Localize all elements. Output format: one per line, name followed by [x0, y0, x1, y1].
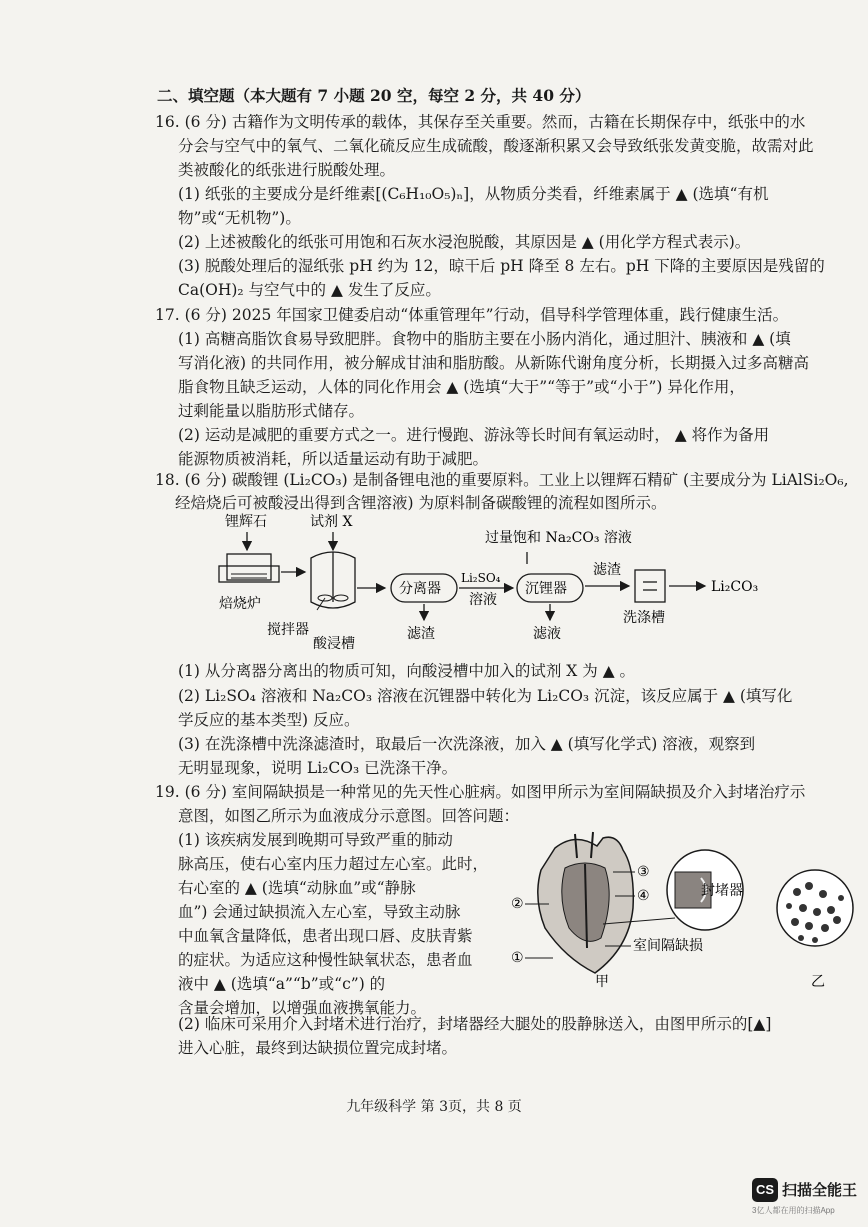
- page-footer: 九年级科学 第 3页，共 8 页: [346, 1099, 522, 1115]
- q18-line: 经焙烧后可被酸浸出得到含锂溶液) 为原料制备碳酸锂的流程如图所示。: [175, 494, 667, 512]
- reagent-label: 试剂 X: [310, 514, 353, 530]
- scanner-tagline: 3亿人都在用的扫描App: [752, 1206, 835, 1215]
- q16-line: 分会与空气中的氧气、二氧化硫反应生成硫酸，酸逐渐积累又会导致纸张发黄变脆，故需对此: [178, 137, 814, 155]
- section-heading: 二、填空题（本大题有 7 小题 20 空，每空 2 分，共 40 分）: [157, 86, 591, 105]
- q19-left-line: 的症状。为适应这种慢性缺氧状态，患者血: [178, 951, 473, 969]
- q16-line: (2) 上述被酸化的纸张可用饱和石灰水浸泡脱酸，其原因是 ▲ (用化学方程式表示)。: [178, 233, 751, 251]
- heart-blood-figure: [505, 828, 860, 998]
- furnace-icon: [219, 554, 279, 582]
- q18-subquestion: (1) 从分离器分离出的物质可知，向酸浸槽中加入的试剂 X 为 ▲ 。: [178, 662, 636, 680]
- q16-line: (3) 脱酸处理后的湿纸张 pH 约为 12，晾干后 pH 降至 8 左右。pH 下降的主要原因是残留的: [178, 257, 825, 275]
- q19-left-line: 含量会增加，以增强血液携氧能力。: [178, 999, 427, 1017]
- q19-bottom-line: 进入心脏，最终到达缺损位置完成封堵。: [178, 1039, 458, 1057]
- q16-line: Ca(OH)₂ 与空气中的 ▲ 发生了反应。: [178, 281, 441, 299]
- heart-icon: [538, 832, 633, 973]
- q17-line: 写消化液) 的共同作用，被分解成甘油和脂肪酸。从新陈代谢角度分析，长期摄入过多高糖高: [178, 354, 809, 372]
- acid-tank-label: 酸浸槽: [313, 636, 355, 652]
- scanner-watermark: [752, 1176, 858, 1216]
- ore-label: 锂辉石: [225, 514, 267, 530]
- separator-label: 分离器: [399, 581, 441, 597]
- q17-line: 17. (6 分) 2025 年国家卫健委启动“体重管理年”行动，倡导科学管理体重，践行健康生活。: [155, 306, 789, 324]
- q19-left-line: 血”) 会通过缺损流入左心室，导致主动脉: [178, 903, 461, 921]
- residue-label: 滤渣: [407, 626, 435, 642]
- filtrate-label: 滤液: [533, 626, 561, 642]
- product-label: Li₂CO₃: [711, 579, 759, 595]
- label-1: ①: [511, 950, 524, 966]
- scanner-name: 扫描全能王: [782, 1182, 858, 1199]
- q19-left-line: 中血氧含量降低，患者出现口唇、皮肤青紫: [178, 927, 473, 945]
- figure-yi-caption: 乙: [811, 974, 825, 990]
- mixer-label: 搅拌器: [267, 622, 309, 638]
- q17-line: 过剩能量以脂肪形式储存。: [178, 402, 365, 420]
- blood-cells-icon: [777, 870, 853, 946]
- q16-line: 类被酸化的纸张进行脱酸处理。: [178, 161, 396, 179]
- q19-left-line: 液中 ▲ (选填“a”“b”或“c”) 的: [178, 975, 386, 993]
- q18-subquestion: 学反应的基本类型) 反应。: [178, 711, 360, 729]
- q16-line: 16. (6 分) 古籍作为文明传承的载体，其保存至关重要。然而，古籍在长期保存中，纸张中的水: [155, 113, 806, 131]
- q16-line: (1) 纸张的主要成分是纤维素[(C₆H₁₀O₅)ₙ]，从物质分类看，纤维素属于 ▲ (选填“有机: [178, 185, 769, 203]
- acid-tank-icon: [311, 552, 355, 610]
- defect-label: 室间隔缺损: [633, 938, 703, 954]
- camscanner-icon: CS: [752, 1178, 778, 1202]
- solution-label: 溶液: [469, 592, 497, 608]
- q19-line: 19. (6 分) 室间隔缺损是一种常见的先天性心脏病。如图甲所示为室间隔缺损及介入封堵治疗示: [155, 783, 806, 801]
- q19-line: 意图，如图乙所示为血液成分示意图。回答问题：: [178, 807, 520, 825]
- process-flow-diagram: [205, 510, 775, 660]
- q17-line: 能源物质被消耗，所以适量运动有助于减肥。: [178, 450, 489, 468]
- washing-tank-icon: [635, 570, 665, 602]
- q19-bottom-line: (2) 临床可采用介入封堵术进行治疗，封堵器经大腿处的股静脉送入，由图甲所示的[▲]: [178, 1015, 772, 1033]
- q17-line: 脂食物且缺乏运动，人体的同化作用会 ▲ (选填“大于”“等于”或“小于”) 异化作用，: [178, 378, 745, 396]
- q18-subquestion: (3) 在洗涤槽中洗涤滤渣时，取最后一次洗涤液，加入 ▲ (填写化学式) 溶液，观察到: [178, 735, 756, 753]
- label-2: ②: [511, 896, 524, 912]
- q16-line: 物”或“无机物”)。: [178, 209, 301, 227]
- q19-left-line: 右心室的 ▲ (选填“动脉血”或“静脉: [178, 879, 416, 897]
- residue2-label: 滤渣: [593, 562, 621, 578]
- precipitator-label: 沉锂器: [525, 581, 567, 597]
- washing-tank-label: 洗涤槽: [623, 610, 665, 626]
- label-4: ④: [637, 888, 650, 904]
- q18-line: 18. (6 分) 碳酸锂 (Li₂CO₃) 是制备锂电池的重要原料。工业上以锂辉石精矿 (主要成分为 LiAlSi₂O₆,: [155, 471, 849, 489]
- q17-line: (1) 高糖高脂饮食易导致肥胖。食物中的脂肪主要在小肠内消化，通过胆汁、胰液和 ▲ (填: [178, 330, 791, 348]
- occluder-label: 封堵器: [701, 883, 743, 899]
- separator-output-label: Li₂SO₄: [461, 571, 501, 585]
- furnace-label: 焙烧炉: [219, 596, 261, 612]
- q18-subquestion: 无明显现象，说明 Li₂CO₃ 已洗涤干净。: [178, 759, 458, 777]
- label-3: ③: [637, 864, 650, 880]
- figure-jia-caption: 甲: [595, 974, 609, 990]
- q17-line: (2) 运动是减肥的重要方式之一。进行慢跑、游泳等长时间有氧运动时， ▲ 将作为备用: [178, 426, 770, 444]
- q19-left-line: 脉高压，使右心室内压力超过左心室。此时，: [178, 855, 489, 873]
- q18-subquestion: (2) Li₂SO₄ 溶液和 Na₂CO₃ 溶液在沉锂器中转化为 Li₂CO₃ 沉淀，该反应属于 ▲ (填写化: [178, 687, 793, 705]
- q19-left-line: (1) 该疾病发展到晚期可导致严重的肺动: [178, 831, 453, 849]
- na2co3-label: 过量饱和 Na₂CO₃ 溶液: [485, 530, 632, 546]
